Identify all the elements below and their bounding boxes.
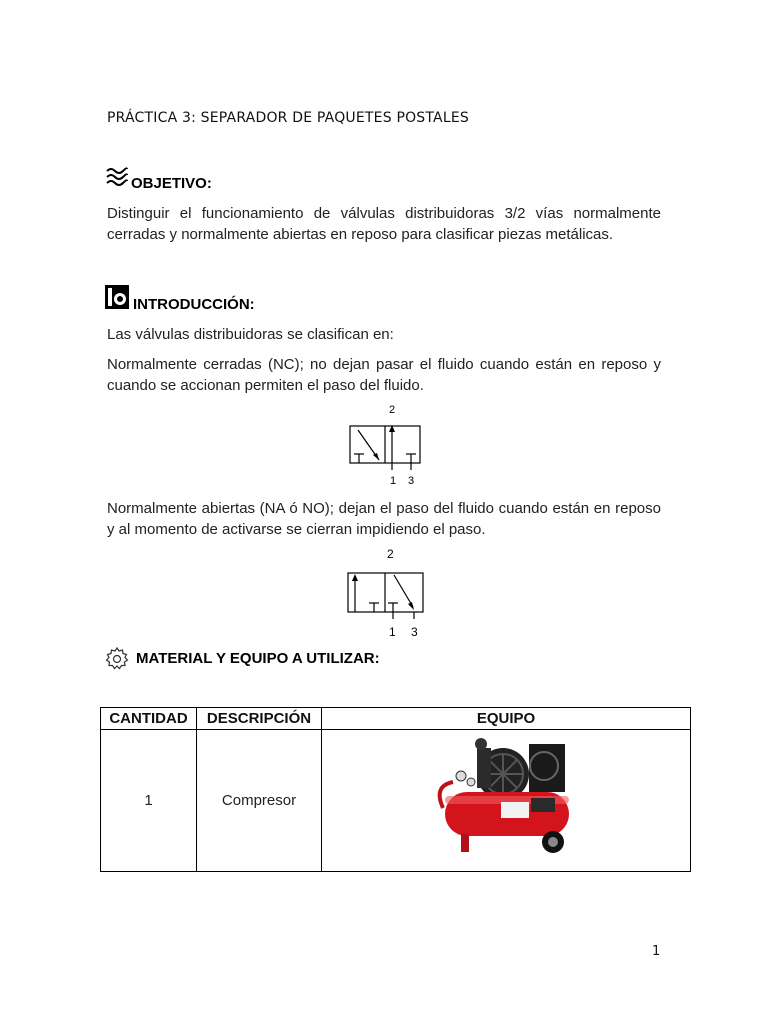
valve-nc-port-2: 2 xyxy=(389,404,396,416)
valve-nc-symbol xyxy=(340,398,430,490)
table-header-row xyxy=(101,708,691,730)
objetivo-text: Distinguir el funcionamiento de válvulas distribuidoras 3/2 vías normalmente cerradas y normalmente abiertas en reposo para clasificar piezas metálicas. xyxy=(107,205,661,243)
table-row xyxy=(101,730,691,872)
objetivo-heading: OBJETIVO: xyxy=(131,175,212,192)
valve-no-symbol xyxy=(338,543,433,640)
valve-no-port-2: 2 xyxy=(387,547,394,561)
intro-paragraph-no: Normalmente abiertas (NA ó NO); dejan el paso del fluido cuando están en reposo y al momento de activarse se cierran impidiendo el paso. xyxy=(107,500,661,538)
valve-nc-port-1: 1 xyxy=(390,475,397,487)
valve-nc-port-3: 3 xyxy=(408,475,415,487)
page-title: PRÁCTICA 3: SEPARADOR DE PAQUETES POSTALES xyxy=(107,110,469,126)
intro-paragraph-1: Las válvulas distribuidoras se clasifican en: xyxy=(107,326,394,343)
intro-paragraph-nc: Normalmente cerradas (NC); no dejan pasar el fluido cuando están en reposo y cuando se accionan permiten el paso del fluido. xyxy=(107,356,661,394)
material-heading: MATERIAL Y EQUIPO A UTILIZAR: xyxy=(136,650,380,667)
cell-descripcion: Compresor xyxy=(197,730,322,872)
header-descripcion: DESCRIPCIÓN xyxy=(197,708,322,730)
valve-no-port-1: 1 xyxy=(389,625,396,639)
valve-no-port-3: 3 xyxy=(411,625,418,639)
introduccion-heading: INTRODUCCIÓN: xyxy=(133,296,255,313)
gear-book-icon xyxy=(105,285,129,309)
cell-equipo xyxy=(322,730,691,872)
air-compressor-image xyxy=(431,736,581,861)
header-equipo: EQUIPO xyxy=(322,708,691,730)
page-number: 1 xyxy=(652,944,661,959)
gear-outline-icon xyxy=(104,646,130,672)
waves-icon xyxy=(105,165,129,189)
material-table xyxy=(100,707,691,872)
header-cantidad: CANTIDAD xyxy=(101,708,197,730)
cell-cantidad: 1 xyxy=(101,730,197,872)
